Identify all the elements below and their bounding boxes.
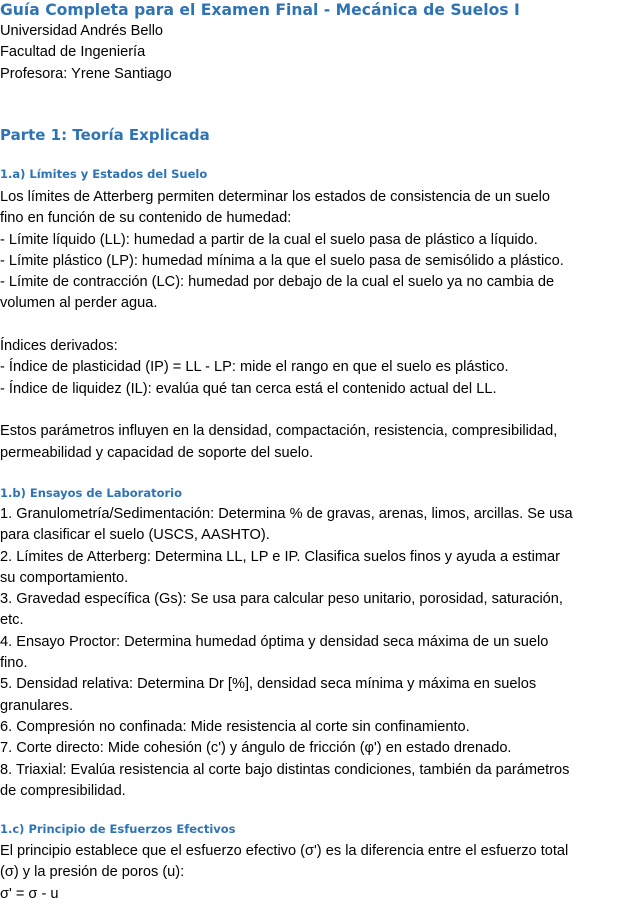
blank-line: [0, 400, 636, 421]
paragraph-line: Los límites de Atterberg permiten determinar los estados de consistencia de un suelo: [0, 189, 551, 205]
paragraph-line: Estos parámetros influyen en la densidad, compactación, resistencia, compresibilidad,: [0, 423, 558, 440]
list-item: etc.: [0, 612, 24, 629]
university-name: Universidad Andrés Bello: [0, 23, 164, 39]
paragraph-line: - Índice de liquidez (IL): evalúa qué tan cerca está el contenido actual del LL.: [0, 380, 497, 397]
list-item: su comportamiento.: [0, 569, 129, 586]
list-item: 1. Granulometría/Sedimentación: Determina % de gravas, arenas, limos, arcillas. Se usa: [0, 506, 573, 522]
header-info: [0, 21, 636, 85]
section-1b-body: [0, 504, 636, 802]
paragraph-line: - Límite de contracción (LC): humedad por debajo de la cual el suelo ya no cambia de: [0, 274, 555, 291]
professor-name: Profesora: Yrene Santiago: [0, 65, 172, 82]
section-1a-heading: 1.a) Límites y Estados del Suelo: [0, 167, 208, 181]
list-item: 4. Ensayo Proctor: Determina humedad óptima y densidad seca máxima de un suelo: [0, 633, 549, 650]
faculty-name: Facultad de Ingeniería: [0, 44, 146, 61]
list-item: 5. Densidad relativa: Determina Dr [%], densidad seca mínima y máxima en suelos: [0, 676, 537, 693]
section-1b-heading: 1.b) Ensayos de Laboratorio: [0, 486, 183, 500]
list-item: 7. Corte directo: Mide cohesión (c') y ángulo de fricción (φ') en estado drenado.: [0, 740, 512, 757]
part1-heading: Parte 1: Teoría Explicada: [0, 126, 210, 144]
list-item: 2. Límites de Atterberg: Determina LL, LP e IP. Clasifica suelos finos y ayuda a estimar: [0, 548, 560, 565]
blank-line: [0, 315, 636, 336]
formula-line: σ' = σ - u: [0, 885, 59, 902]
list-item: de compresibilidad.: [0, 782, 126, 799]
list-item: 3. Gravedad específica (Gs): Se usa para calcular peso unitario, porosidad, saturación,: [0, 591, 563, 608]
section-1c-body: [0, 841, 636, 905]
list-item: para clasificar el suelo (USCS, AASHTO).: [0, 527, 270, 544]
paragraph-line: volumen al perder agua.: [0, 295, 158, 312]
paragraph-line: - Límite plástico (LP): humedad mínima a la que el suelo pasa de semisólido a plástico.: [0, 252, 564, 269]
section-1c-heading: 1.c) Principio de Esfuerzos Efectivos: [0, 822, 236, 836]
paragraph-line: Índices derivados:: [0, 338, 118, 355]
list-item: 6. Compresión no confinada: Mide resistencia al corte sin confinamiento.: [0, 718, 470, 735]
paragraph-line: El principio establece que el esfuerzo efectivo (σ') es la diferencia entre el esfuerzo total: [0, 843, 569, 859]
section-1a-body: [0, 187, 636, 464]
paragraph-line: permeabilidad y capacidad de soporte del suelo.: [0, 444, 314, 461]
list-item: granulares.: [0, 697, 74, 714]
list-item: 8. Triaxial: Evalúa resistencia al corte bajo distintas condiciones, también da parámetros: [0, 761, 570, 778]
paragraph-line: (σ) y la presión de poros (u):: [0, 864, 185, 881]
paragraph-line: - Índice de plasticidad (IP) = LL - LP: mide el rango en que el suelo es plástico.: [0, 359, 509, 376]
list-item: fino.: [0, 655, 28, 672]
paragraph-line: fino en función de su contenido de humedad:: [0, 210, 292, 227]
paragraph-line: - Límite líquido (LL): humedad a partir de la cual el suelo pasa de plástico a líquido.: [0, 231, 538, 248]
document-title: Guía Completa para el Examen Final - Mecánica de Suelos I: [0, 1, 520, 19]
